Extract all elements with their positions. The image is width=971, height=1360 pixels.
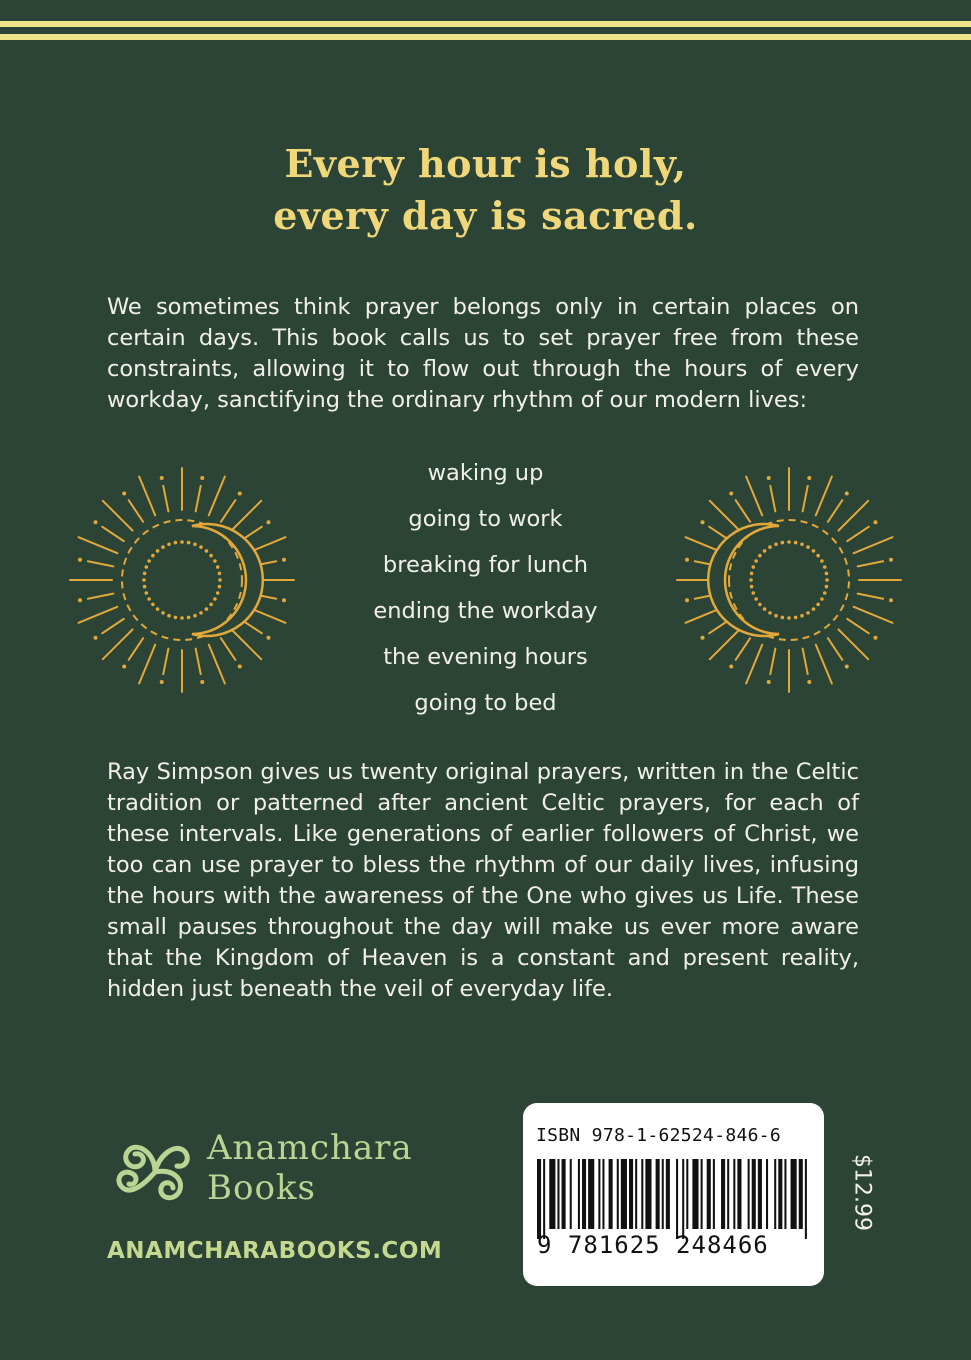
barcode-bar (578, 1159, 580, 1229)
list-item: going to work (408, 506, 563, 532)
barcode-bar (598, 1159, 600, 1229)
publisher-logo (107, 1120, 467, 1220)
barcode-bar (609, 1159, 613, 1229)
barcode-bar (766, 1159, 768, 1229)
barcode-bar (707, 1159, 711, 1229)
barcode-bar (629, 1159, 633, 1229)
barcode-bar (774, 1159, 776, 1229)
headline-line-1: Every hour is holy, (284, 141, 687, 186)
barcode-bar (666, 1159, 670, 1229)
barcode-bar (570, 1159, 572, 1229)
barcode-box (523, 1103, 824, 1286)
barcode-bar (602, 1159, 604, 1229)
barcode-bar (682, 1159, 684, 1239)
barcode-bar (727, 1159, 729, 1229)
triskele-icon (107, 1122, 203, 1218)
intro-paragraph: We sometimes think prayer belongs only in certain places on certain days. This book calls us to set prayer free from these constraints, allowing it to flow out through the hours of every workday, sanctifying the ordinary rhythm of our modern lives: (107, 294, 859, 413)
barcode-bar (537, 1159, 541, 1239)
barcode-bar (692, 1159, 698, 1229)
barcode-bar (758, 1159, 762, 1229)
sun-moon-icon-right (669, 460, 909, 700)
barcode-bar (784, 1159, 786, 1229)
barcode-bar (617, 1159, 619, 1229)
barcode-bar (621, 1159, 627, 1229)
list-item: breaking for lunch (382, 552, 589, 578)
barcode-bar (635, 1159, 637, 1229)
hours-list (300, 450, 671, 726)
barcode (537, 1159, 811, 1239)
barcode-bar (645, 1159, 651, 1229)
barcode-bar (676, 1159, 678, 1239)
barcode-bar (543, 1159, 545, 1239)
list-item: ending the workday (373, 598, 598, 624)
barcode-bar (752, 1159, 756, 1229)
barcode-bar (805, 1159, 807, 1239)
barcode-bar (588, 1159, 594, 1229)
headline (0, 138, 971, 242)
barcode-digits: 9 781625 248466 (537, 1231, 769, 1259)
barcode-bar (748, 1159, 750, 1229)
barcode-bar (562, 1159, 566, 1229)
publisher-name-line-2: Books (207, 1168, 316, 1208)
list-item: the evening hours (383, 644, 588, 670)
barcode-bar (557, 1159, 559, 1229)
list-item: going to bed (414, 690, 557, 716)
top-stripe-second (0, 34, 971, 40)
list-item: waking up (427, 460, 544, 486)
top-stripe (0, 21, 971, 27)
barcode-bar (582, 1159, 586, 1229)
barcode-bar (791, 1159, 797, 1229)
barcode-bar (549, 1159, 555, 1229)
barcode-bar (799, 1159, 803, 1229)
price-label: $12.99 (849, 1154, 875, 1231)
barcode-bar (713, 1159, 715, 1229)
barcode-bar (733, 1159, 735, 1229)
barcode-bar (778, 1159, 782, 1229)
barcode-bar (641, 1159, 643, 1229)
barcode-bar (656, 1159, 660, 1229)
barcode-bar (721, 1159, 725, 1229)
sun-moon-icon-left (62, 460, 302, 700)
publisher-website: ANAMCHARABOOKS.COM (107, 1238, 443, 1264)
publisher-name-line-1: Anamchara (207, 1128, 413, 1168)
barcode-bar (686, 1159, 688, 1229)
isbn-label: ISBN 978-1-62524-846-6 (536, 1125, 782, 1146)
barcode-bar (701, 1159, 703, 1229)
barcode-bar (662, 1159, 664, 1229)
description-paragraph: Ray Simpson gives us twenty original prayers, written in the Celtic tradition or patterned after ancient Celtic prayers, for each of these intervals. Like generations of earlier followers of Christ, we too can use prayer to bless the rhythm of our daily lives, infusing the hours with the awareness of the One who gives us Life. These small pauses throughout the day will make us ever more aware that the Kingdom of Heaven is a constant and present reality, hidden just beneath the veil of everyday life. (107, 759, 859, 1002)
headline-line-2: every day is sacred. (273, 193, 698, 238)
barcode-bar (737, 1159, 741, 1229)
